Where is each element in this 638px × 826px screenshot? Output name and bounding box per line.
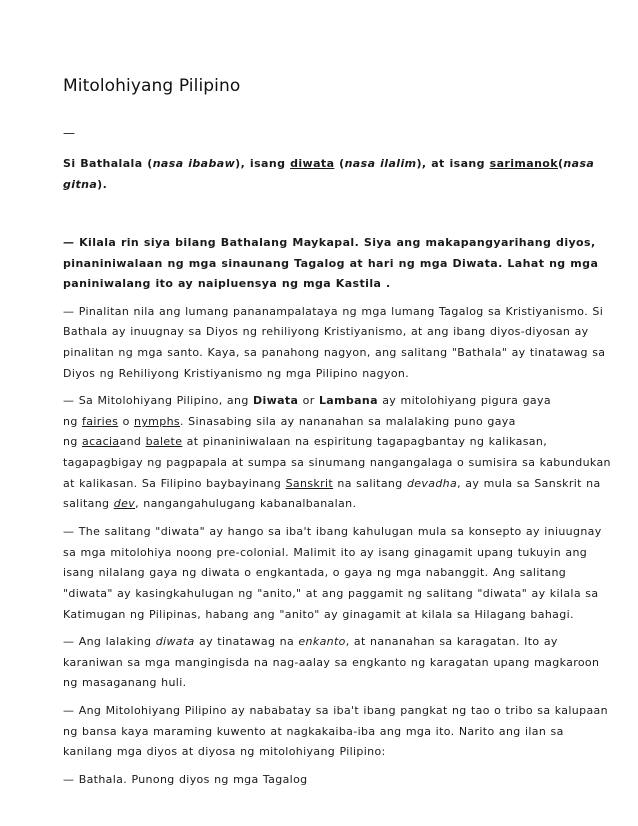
p3-text: ay mitolohiyang pigura gaya <box>377 394 551 407</box>
p3-text: ng <box>63 415 83 428</box>
intro-text: ), isang <box>235 157 291 170</box>
diwata-link[interactable]: diwata <box>290 157 335 170</box>
intro-line-2 <box>63 178 107 192</box>
p3-line-2 <box>63 415 516 429</box>
intro-italic: gitna <box>63 178 98 191</box>
p2-line-4: Diyos ng Rehiliyong Kristiyanismo ng mga Pilipino nagyon. <box>63 367 410 380</box>
p6-line-1: — Ang Mitolohiyang Pilipino ay nababatay sa iba't ibang pangkat ng tao o tribo sa kalupaan <box>63 704 608 717</box>
p1-line-2: pinaniniwalaan ng mga sinaunang Tagalog at hari ng mga Diwata. Lahat ng mga <box>63 257 599 270</box>
p5-text: ay tinatawag na <box>194 635 299 648</box>
p3-line-6 <box>63 497 356 511</box>
p5-line-1 <box>63 635 558 649</box>
sanskrit-link[interactable]: Sanskrit <box>285 477 334 490</box>
p4-line-3: isang nilalang gaya ng diwata o engkantada, o gaya ng mga nabanggit. Ang salitang <box>63 566 567 579</box>
intro-italic: nasa <box>563 157 595 170</box>
p3-text: at kalikasan. Sa Filipino baybayinang <box>63 477 286 490</box>
intro-text: ( <box>334 157 345 170</box>
p4-line-1: — The salitang "diwata" ay hango sa iba't ibang kahulugan mula sa konsepto ay iniuugnay <box>63 525 602 538</box>
p6-line-2: ng bansa kaya maraming kuwento at nagkakaiba-iba ang mga ito. Narito ang ilan sa <box>63 725 564 738</box>
diwata-italic: diwata <box>155 635 195 648</box>
diwata-term: Diwata <box>253 394 299 407</box>
p3-text: salitang <box>63 497 114 510</box>
intro-italic: nasa ilalim <box>344 157 417 170</box>
p3-text: ng <box>63 435 83 448</box>
p5-text: — Ang lalaking <box>63 635 156 648</box>
p4-line-4: "diwata" ay kasingkahulugan ng "anito," at ang paggamit ng salitang "diwata" ay kilala sa <box>63 587 599 600</box>
p3-line-3 <box>63 435 547 449</box>
p6-line-3: kanilang mga diyos at diyosa ng mitolohiyang Pilipino: <box>63 745 386 758</box>
p2-line-3: pinalitan ng mga santo. Kaya, sa panahong nagyon, ang salitang "Bathala" ay tinatawag sa <box>63 346 606 359</box>
p1-line-1: — Kilala rin siya bilang Bathalang Maykapal. Siya ang makapangyarihang diyos, <box>63 236 596 249</box>
dev-link[interactable]: dev <box>113 497 136 510</box>
p4-line-2: sa mga mitolohiya noong pre-colonial. Malimit ito ay isang ginagamit upang tukuyin ang <box>63 546 588 559</box>
sarimanok-link[interactable]: sarimanok <box>489 157 558 170</box>
p3-text: , nangangahulugang kabanalbanalan. <box>135 497 357 510</box>
p1-line-3: paniniwalang ito ay naipluensya ng mga Kastila . <box>63 277 391 290</box>
p3-line-1 <box>63 394 551 408</box>
p4-line-5: Katimugan ng Pilipinas, habang ang "anito" ay ginagamit at kilala sa Hilagang bahagi. <box>63 608 574 621</box>
p3-line-5 <box>63 477 601 491</box>
p3-text: — Sa Mitolohiyang Pilipino, ang <box>63 394 254 407</box>
p3-line-4: tagapagbigay ng pagpapala at sumpa sa sinumang nangangalaga o sumisira sa kabundukan <box>63 456 611 469</box>
p3-text: or <box>298 394 319 407</box>
enkanto-italic: enkanto <box>298 635 346 648</box>
p5-line-2: karaniwan sa mga mangingisda na nag-aalay sa engkanto ng karagatan upang magkaroon <box>63 656 600 669</box>
intro-italic: nasa ibabaw <box>152 157 236 170</box>
fairies-link[interactable]: fairies <box>82 415 119 428</box>
p2-line-1: — Pinalitan nila ang lumang pananampalataya ng mga lumang Tagalog sa Kristiyanismo. Si <box>63 305 604 318</box>
devadha-italic: devadha <box>406 477 458 490</box>
acacia-link[interactable]: acacia <box>82 435 120 448</box>
p5-line-3: ng masaganang huli. <box>63 676 187 689</box>
intro-text: ), at isang <box>416 157 490 170</box>
p3-text: o <box>118 415 134 428</box>
page-title: Mitolohiyang Pilipino <box>63 76 241 96</box>
nymphs-link[interactable]: nymphs <box>134 415 180 428</box>
intro-text: ( <box>557 157 564 170</box>
lambana-term: Lambana <box>318 394 378 407</box>
p5-text: , at nananahan sa karagatan. Ito ay <box>345 635 558 648</box>
p7-line-1: — Bathala. Punong diyos ng mga Tagalog <box>63 773 308 786</box>
balete-link[interactable]: balete <box>145 435 183 448</box>
p3-text: . Sinasabing sila ay nananahan sa malalaking puno gaya <box>179 415 516 428</box>
p3-text: at pinaniniwalaan na espiritung tagapagbantay ng kalikasan, <box>182 435 548 448</box>
intro-line-1 <box>63 157 594 171</box>
p2-line-2: Bathala ay inuugnay sa Diyos ng rehiliyong Kristiyanismo, at ang ibang diyos-diyosan ay <box>63 325 589 338</box>
p3-text: and <box>119 435 146 448</box>
intro-text: ). <box>97 178 108 191</box>
bullet-dash: — <box>63 126 75 140</box>
intro-text: Si Bathalala ( <box>63 157 153 170</box>
p3-text: , ay mula sa Sanskrit na <box>457 477 601 490</box>
p3-text: na salitang <box>333 477 407 490</box>
